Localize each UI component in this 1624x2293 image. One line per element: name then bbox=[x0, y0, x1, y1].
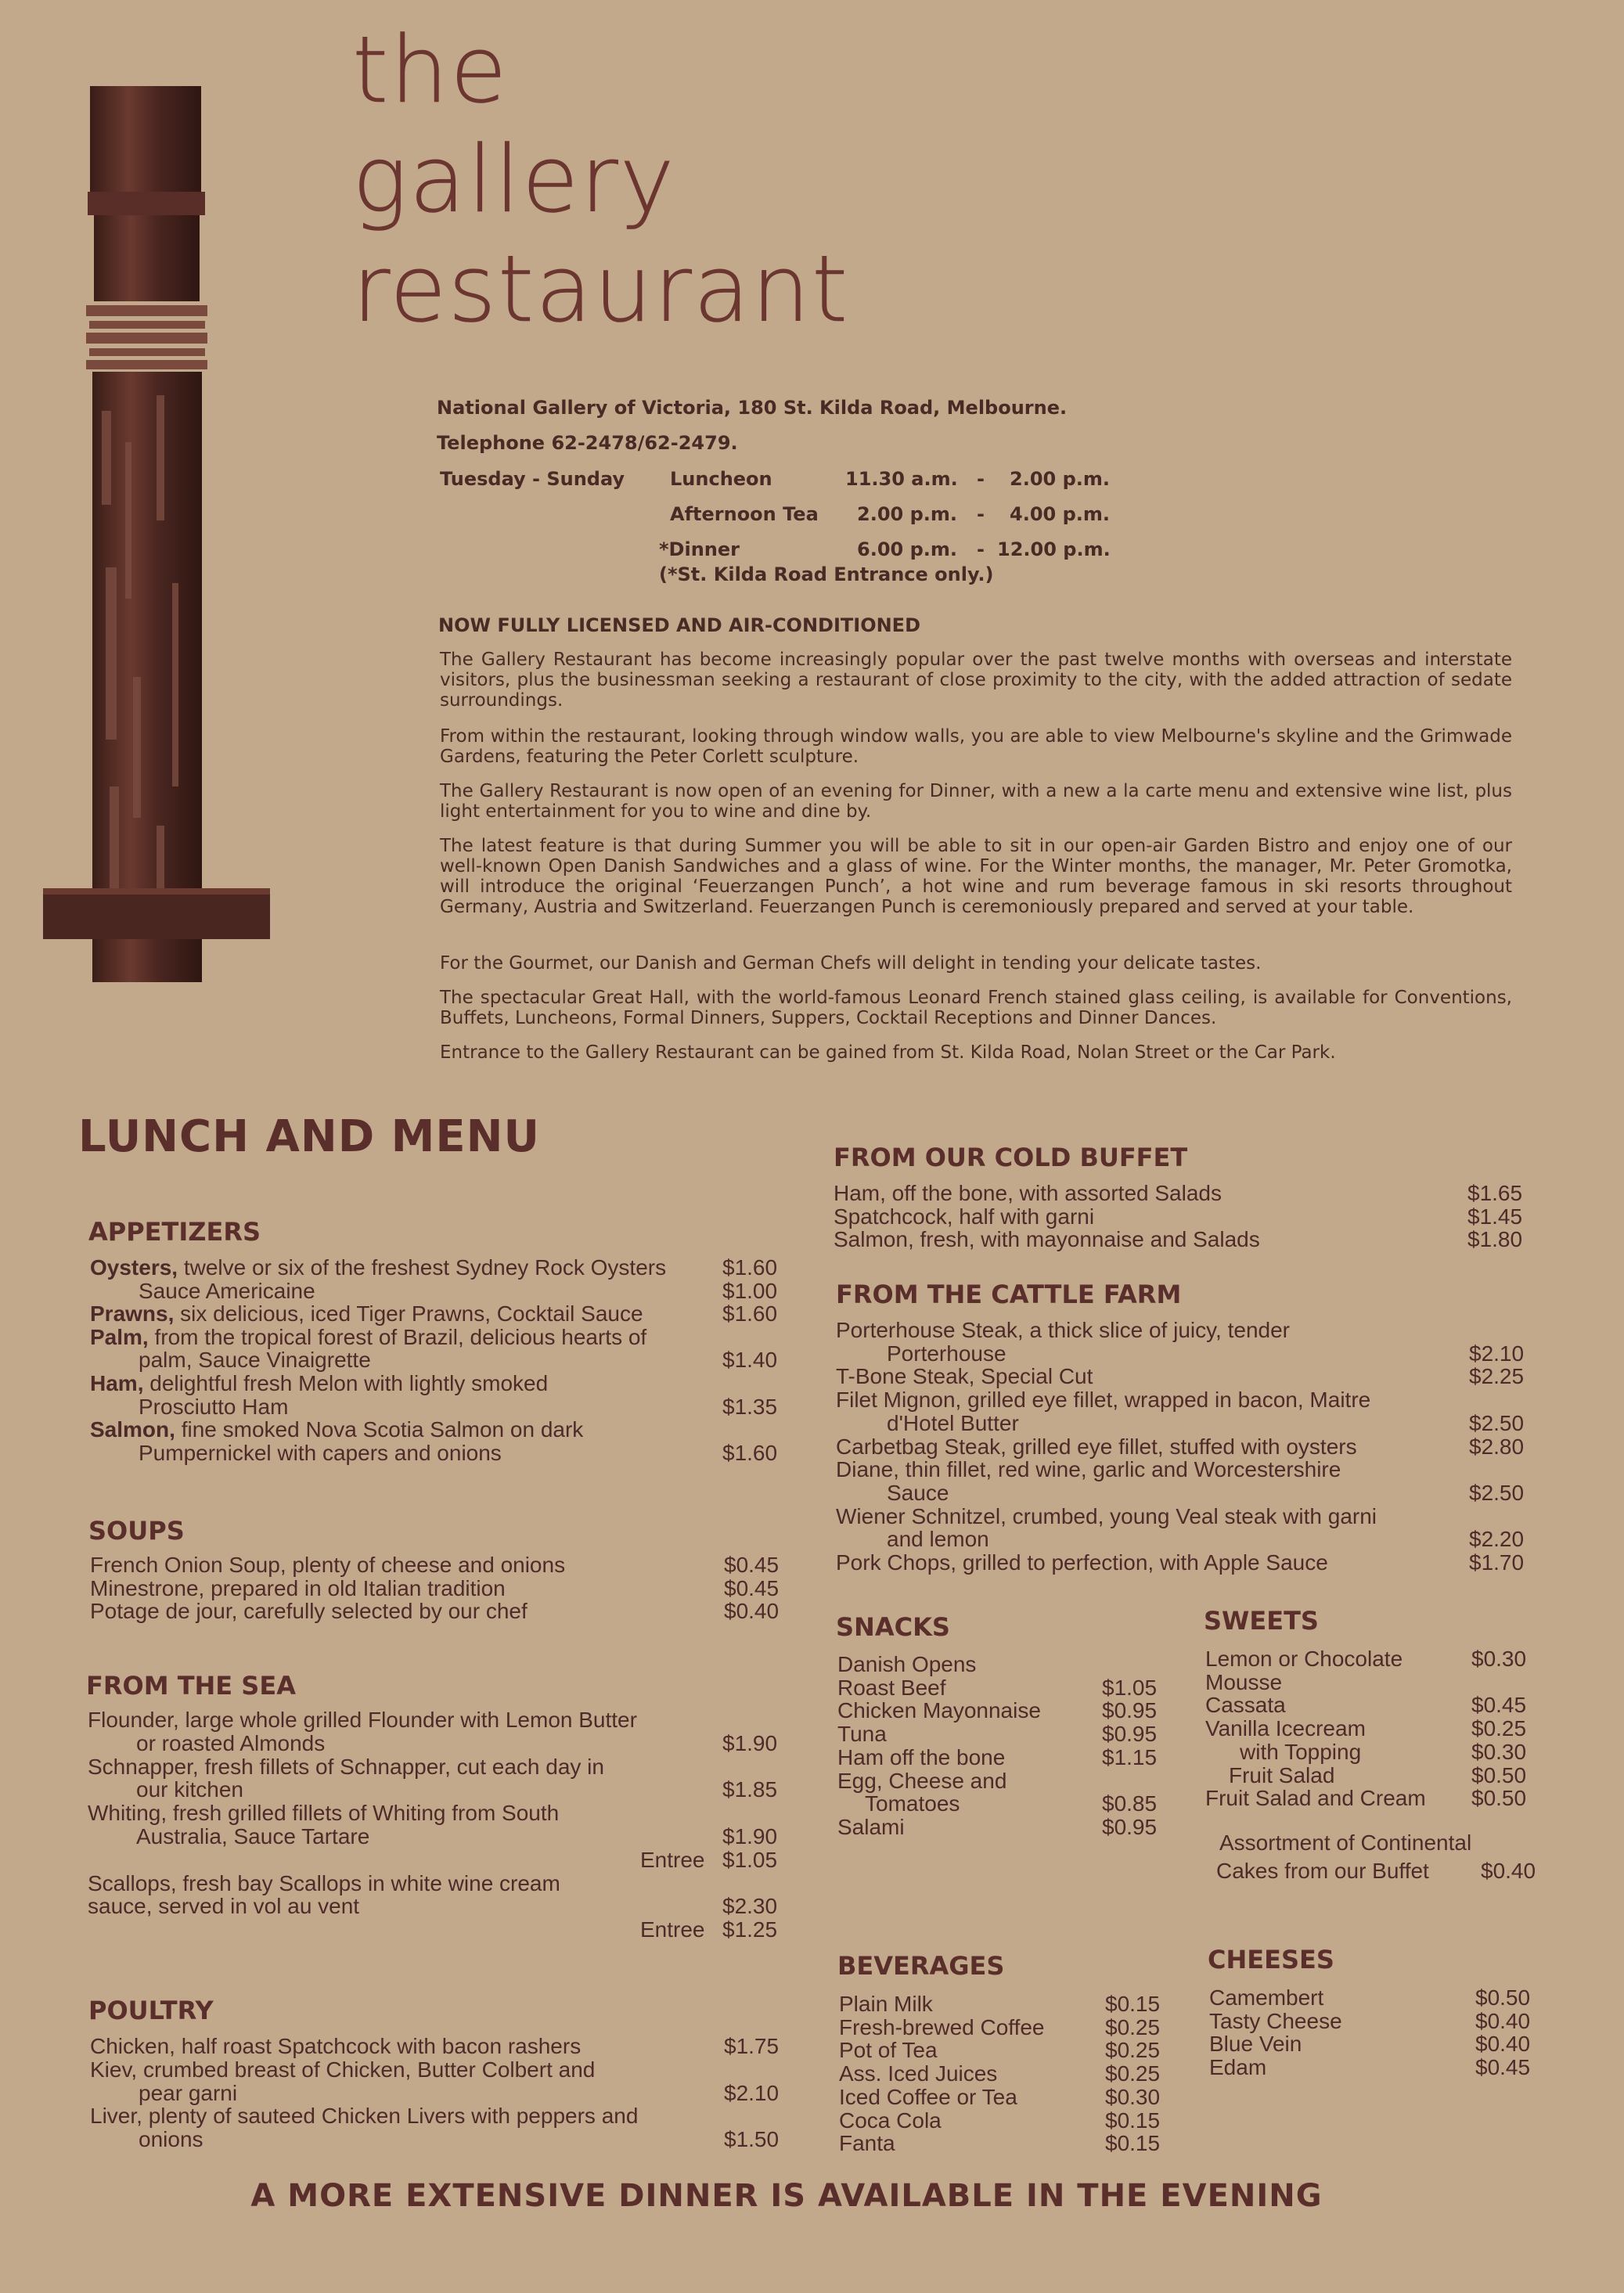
menu-item-description: Vanilla Icecream bbox=[1205, 1716, 1366, 1741]
menu-item bbox=[839, 2062, 997, 2086]
menu-item bbox=[887, 1528, 989, 1551]
menu-item-price: $2.30 bbox=[722, 1894, 778, 1919]
menu-item bbox=[88, 1708, 637, 1732]
menu-item-price: $1.65 bbox=[1467, 1181, 1523, 1205]
menu-item bbox=[837, 1653, 976, 1676]
menu-item bbox=[1209, 1986, 1323, 2010]
menu-item-price: $1.05 bbox=[722, 1847, 778, 1872]
menu-item-description: Chicken, half roast Spatchcock with bacon rashers bbox=[90, 2034, 582, 2058]
menu-item bbox=[839, 2039, 938, 2062]
menu-item-description: delightful fresh Melon with lightly smoked bbox=[143, 1371, 549, 1395]
menu-item-description: Ham off the bone bbox=[837, 1744, 1006, 1769]
menu-item-description: Fresh-brewed Coffee bbox=[839, 2014, 1045, 2039]
menu-item bbox=[1209, 2032, 1302, 2056]
menu-item-description: Australia, Sauce Tartare bbox=[136, 1824, 370, 1848]
menu-item-price: $1.50 bbox=[724, 2127, 780, 2152]
menu-item-name: Oysters, bbox=[90, 1255, 178, 1280]
menu-item bbox=[837, 1769, 1006, 1793]
menu-item-description: Fruit Salad bbox=[1229, 1762, 1335, 1787]
menu-item-name: Salmon, bbox=[90, 1417, 175, 1442]
title-the: the bbox=[352, 16, 509, 124]
menu-item bbox=[834, 1205, 1094, 1229]
menu-item-description: Porterhouse Steak, a thick slice of juicy, tender bbox=[836, 1318, 1290, 1342]
hours-from: 11.30 a.m. bbox=[845, 468, 958, 490]
menu-item-description: Fruit Salad and Cream bbox=[1205, 1786, 1426, 1811]
hours-from: 6.00 p.m. bbox=[857, 538, 957, 560]
menu-item bbox=[834, 1228, 1260, 1251]
menu-item-price: $0.15 bbox=[1105, 2108, 1161, 2133]
menu-item bbox=[839, 2086, 1017, 2109]
hours-dash: - bbox=[977, 538, 985, 560]
hours-to: 12.00 p.m. bbox=[997, 538, 1111, 560]
menu-item-description: Porterhouse bbox=[887, 1341, 1006, 1366]
menu-item bbox=[1205, 1647, 1403, 1671]
menu-item bbox=[139, 1395, 288, 1419]
menu-item bbox=[139, 2082, 237, 2105]
menu-item-description: Pot of Tea bbox=[839, 2038, 938, 2063]
menu-item-price: $0.95 bbox=[1102, 1722, 1158, 1747]
menu-item bbox=[88, 1895, 359, 1918]
menu-item-description: six delicious, iced Tiger Prawns, Cocktail Sauce bbox=[174, 1301, 643, 1326]
menu-item bbox=[836, 1435, 1357, 1459]
menu-item-description: Wiener Schnitzel, crumbed, young Veal steak with garni bbox=[836, 1503, 1377, 1528]
menu-item-description: Pumpernickel with capers and onions bbox=[139, 1440, 502, 1465]
menu-item bbox=[136, 1825, 369, 1848]
menu-item-price: $1.35 bbox=[722, 1394, 778, 1419]
menu-item-description: Carbetbag Steak, grilled eye fillet, stuffed with oysters bbox=[836, 1434, 1357, 1459]
menu-item bbox=[1205, 1717, 1366, 1740]
assortment-price: $0.40 bbox=[1481, 1859, 1536, 1883]
menu-item-description: Potage de jour, carefully selected by our chef bbox=[90, 1599, 528, 1624]
menu-item-description: Entree bbox=[640, 1917, 705, 1942]
menu-item-description: Cassata bbox=[1205, 1693, 1286, 1718]
menu-item-price: $1.90 bbox=[722, 1730, 778, 1755]
menu-item bbox=[90, 1553, 565, 1577]
menu-item bbox=[90, 1326, 646, 1349]
menu-item-description: Minestrone, prepared in old Italian tradition bbox=[90, 1575, 506, 1600]
menu-item-description: Diane, thin fillet, red wine, garlic and Worcestershire bbox=[836, 1457, 1341, 1482]
assortment-line-2: Cakes from our Buffet bbox=[1216, 1859, 1429, 1883]
menu-item-description: Pork Chops, grilled to perfection, with Apple Sauce bbox=[836, 1550, 1328, 1575]
menu-item bbox=[837, 1676, 946, 1700]
menu-item-description: Flounder, large whole grilled Flounder with Lemon Butter bbox=[88, 1708, 637, 1732]
menu-item-price: $0.50 bbox=[1471, 1762, 1527, 1787]
menu-item bbox=[88, 1802, 559, 1825]
menu-item bbox=[90, 1256, 666, 1280]
menu-item-price: $2.10 bbox=[724, 2080, 780, 2105]
menu-item bbox=[640, 1918, 705, 1942]
menu-item bbox=[139, 1348, 371, 1372]
poultry-heading: POULTRY bbox=[88, 1996, 214, 2025]
hours-meal: *Dinner bbox=[659, 538, 740, 560]
menu-item bbox=[90, 1577, 506, 1600]
menu-item bbox=[1209, 2010, 1342, 2033]
menu-item-price: $0.25 bbox=[1105, 2014, 1161, 2039]
menu-item bbox=[836, 1458, 1341, 1481]
menu-item-description: French Onion Soup, plenty of cheese and onions bbox=[90, 1553, 566, 1577]
paragraph: For the Gourmet, our Danish and German Chefs will delight in tending your delicate tastes. bbox=[440, 953, 1262, 974]
menu-item-description: or roasted Almonds bbox=[136, 1730, 326, 1755]
menu-item bbox=[839, 1992, 933, 2016]
menu-item bbox=[839, 2132, 895, 2155]
menu-item-description: Filet Mignon, grilled eye fillet, wrapped in bacon, Maitre bbox=[836, 1388, 1371, 1413]
menu-item-description: Ass. Iced Juices bbox=[839, 2061, 998, 2086]
menu-item-price: $0.15 bbox=[1105, 1992, 1161, 2016]
menu-item bbox=[839, 2109, 942, 2133]
menu-item-price: $1.45 bbox=[1467, 1204, 1523, 1229]
menu-item-description: Tomatoes bbox=[865, 1791, 960, 1816]
menu-item-description: Spatchcock, half with garni bbox=[834, 1204, 1095, 1229]
menu-item-description: Liver, plenty of sauteed Chicken Livers with peppers and bbox=[90, 2104, 639, 2129]
hours-from: 2.00 p.m. bbox=[857, 503, 957, 525]
menu-item bbox=[836, 1319, 1290, 1342]
menu-item bbox=[837, 1746, 1005, 1769]
menu-item-price: $0.40 bbox=[1475, 2008, 1531, 2033]
menu-item bbox=[836, 1551, 1328, 1575]
menu-item bbox=[90, 1600, 528, 1623]
hours-to: 2.00 p.m. bbox=[1010, 468, 1110, 490]
menu-item-description: Danish Opens bbox=[837, 1652, 977, 1676]
menu-item-price: $0.50 bbox=[1471, 1786, 1527, 1811]
menu-item bbox=[90, 2058, 595, 2082]
menu-item-price: $0.45 bbox=[724, 1553, 780, 1577]
menu-item-price: $0.30 bbox=[1471, 1739, 1527, 1764]
hours-meal: Luncheon bbox=[670, 468, 772, 490]
soups-heading: SOUPS bbox=[88, 1516, 185, 1546]
sweets-heading: SWEETS bbox=[1204, 1606, 1319, 1636]
menu-item-price: $0.30 bbox=[1471, 1647, 1527, 1671]
menu-item-description: Whiting, fresh grilled fillets of Whiting from South bbox=[88, 1801, 560, 1826]
menu-item bbox=[837, 1816, 905, 1839]
menu-item-price: $0.45 bbox=[724, 1575, 780, 1600]
paragraph: Entrance to the Gallery Restaurant can be gained from St. Kilda Road, Nolan Street or the Car Park. bbox=[440, 1042, 1336, 1063]
menu-item bbox=[1229, 1764, 1334, 1787]
menu-item-price: $0.95 bbox=[1102, 1698, 1158, 1723]
menu-item-price: $2.80 bbox=[1469, 1434, 1525, 1459]
menu-item-price: $2.50 bbox=[1469, 1480, 1525, 1505]
menu-item-description: fine smoked Nova Scotia Salmon on dark bbox=[175, 1417, 584, 1442]
menu-item-price: $0.85 bbox=[1102, 1791, 1158, 1816]
menu-item-price: $0.15 bbox=[1105, 2131, 1161, 2156]
menu-item bbox=[836, 1505, 1377, 1528]
menu-item-description: Camembert bbox=[1209, 1985, 1324, 2010]
menu-item-description: Fanta bbox=[839, 2131, 895, 2156]
menu-item-description: Tuna bbox=[837, 1722, 887, 1747]
menu-item-name: Ham, bbox=[90, 1371, 144, 1395]
menu-item bbox=[1205, 1671, 1282, 1694]
menu-item bbox=[865, 1792, 960, 1816]
menu-item-description: Ham, off the bone, with assorted Salads bbox=[834, 1181, 1222, 1205]
menu-item bbox=[1240, 1740, 1361, 1764]
menu-item-description: Mousse bbox=[1205, 1669, 1283, 1694]
menu-item-description: Edam bbox=[1209, 2055, 1267, 2080]
menu-title: LUNCH AND MENU bbox=[78, 1111, 540, 1162]
menu-item-price: $0.40 bbox=[724, 1599, 780, 1624]
menu-item-price: $1.40 bbox=[722, 1348, 778, 1373]
menu-item-description: pear garni bbox=[139, 2080, 238, 2105]
menu-item bbox=[1205, 1694, 1286, 1717]
menu-item-price: $1.80 bbox=[1467, 1227, 1523, 1251]
menu-item bbox=[837, 1699, 1041, 1722]
menu-item-description: sauce, served in vol au vent bbox=[88, 1894, 360, 1919]
menu-item-description: Roast Beef bbox=[837, 1675, 946, 1700]
paragraph: The spectacular Great Hall, with the world-famous Leonard French stained glass ceiling, is available for Conventions, Buffets, Luncheons, Formal Dinners, Suppers, Cocktail Receptions and Dinner Dances. bbox=[440, 988, 1512, 1028]
menu-item-price: $1.90 bbox=[722, 1824, 778, 1848]
paragraph: The latest feature is that during Summer you will be able to sit in our open-air Garden Bistro and enjoy one of our well-known Open Danish Sandwiches and a glass of wine. For the Winter months, the manager, Mr. Peter Gromotka, will introduce the original ‘Feuerzangen Punch’, a hot wine and rum beverage famous in ski resorts throughout Germany, Austria and Switzerland. Feuerzangen Punch is ceremoniously prepared and served at your table. bbox=[440, 836, 1512, 917]
assortment-line-1: Assortment of Continental bbox=[1219, 1830, 1472, 1855]
menu-item-price: $0.45 bbox=[1475, 2055, 1531, 2080]
menu-item-description: Sauce Americaine bbox=[139, 1278, 315, 1303]
hours-note: (*St. Kilda Road Entrance only.) bbox=[659, 563, 994, 585]
footer-note: A MORE EXTENSIVE DINNER IS AVAILABLE IN THE EVENING bbox=[250, 2178, 1323, 2214]
menu-item-description: Entree bbox=[640, 1847, 705, 1872]
menu-item-description: onions bbox=[139, 2127, 203, 2152]
sea-heading: FROM THE SEA bbox=[86, 1671, 296, 1701]
menu-item-price: $1.70 bbox=[1469, 1550, 1525, 1575]
menu-item-description: T-Bone Steak, Special Cut bbox=[836, 1364, 1093, 1389]
menu-item-name: Palm, bbox=[90, 1324, 149, 1349]
menu-item-description: Coca Cola bbox=[839, 2108, 942, 2133]
menu-item bbox=[136, 1732, 325, 1755]
menu-item bbox=[1205, 1787, 1426, 1810]
menu-item bbox=[136, 1778, 243, 1802]
cold-buffet-heading: FROM OUR COLD BUFFET bbox=[834, 1143, 1188, 1172]
menu-item bbox=[839, 2016, 1045, 2039]
menu-item bbox=[90, 1302, 643, 1326]
menu-item bbox=[88, 1755, 604, 1779]
menu-item-price: $1.00 bbox=[722, 1278, 778, 1303]
menu-item-description: Tasty Cheese bbox=[1209, 2008, 1342, 2033]
snacks-heading: SNACKS bbox=[836, 1612, 950, 1642]
menu-item bbox=[1209, 2056, 1266, 2079]
menu-item bbox=[837, 1722, 887, 1746]
paragraph: The Gallery Restaurant is now open of an evening for Dinner, with a new a la carte menu and extensive wine list, plus light entertainment for you to wine and dine by. bbox=[440, 781, 1512, 822]
paragraph: The Gallery Restaurant has become increasingly popular over the past twelve months with overseas and interstate visitors, plus the businessman seeking a restaurant of close proximity to the city, with the added attraction of sedate surroundings. bbox=[440, 650, 1512, 711]
menu-item bbox=[90, 2035, 581, 2058]
menu-item-price: $0.25 bbox=[1105, 2061, 1161, 2086]
menu-item-description: with Topping bbox=[1240, 1739, 1362, 1764]
menu-item bbox=[88, 1872, 560, 1895]
cheeses-heading: CHEESES bbox=[1208, 1945, 1334, 1974]
title-gallery: gallery bbox=[352, 125, 676, 233]
menu-item bbox=[836, 1388, 1370, 1412]
menu-item-price: $1.85 bbox=[722, 1777, 778, 1802]
menu-item-price: $1.60 bbox=[722, 1440, 778, 1465]
hours-dash: - bbox=[977, 503, 985, 525]
menu-item-description: Salmon, fresh, with mayonnaise and Salads bbox=[834, 1227, 1260, 1251]
menu-item bbox=[139, 1442, 502, 1465]
menu-item-price: $1.25 bbox=[722, 1917, 778, 1942]
menu-item-description: d'Hotel Butter bbox=[887, 1410, 1019, 1435]
menu-item-description: Sauce bbox=[887, 1480, 949, 1505]
menu-item-description: Prosciutto Ham bbox=[139, 1394, 289, 1419]
menu-item-price: $0.50 bbox=[1475, 1985, 1531, 2010]
menu-item-price: $0.25 bbox=[1471, 1716, 1527, 1741]
menu-item-price: $1.60 bbox=[722, 1301, 778, 1326]
menu-item-description: Lemon or Chocolate bbox=[1205, 1647, 1403, 1671]
menu-item-description: Blue Vein bbox=[1209, 2032, 1302, 2057]
menu-item-price: $1.60 bbox=[722, 1255, 778, 1280]
menu-item-price: $0.40 bbox=[1475, 2032, 1531, 2057]
menu-item-price: $2.50 bbox=[1469, 1410, 1525, 1435]
menu-item-name: Prawns, bbox=[90, 1301, 175, 1326]
menu-item bbox=[139, 2128, 203, 2151]
menu-item-price: $0.95 bbox=[1102, 1814, 1158, 1839]
telephone: Telephone 62-2478/62-2479. bbox=[437, 432, 738, 454]
menu-item-description: Iced Coffee or Tea bbox=[839, 2084, 1017, 2109]
menu-item bbox=[887, 1412, 1019, 1435]
menu-item bbox=[834, 1182, 1222, 1205]
menu-item-price: $2.25 bbox=[1469, 1364, 1525, 1389]
menu-item bbox=[90, 2104, 638, 2128]
menu-item bbox=[836, 1365, 1093, 1388]
menu-item-price: $0.25 bbox=[1105, 2038, 1161, 2063]
menu-item-price: $1.75 bbox=[724, 2034, 780, 2058]
hours-to: 4.00 p.m. bbox=[1010, 503, 1110, 525]
hours-meal: Afternoon Tea bbox=[670, 503, 819, 525]
menu-item-price: $1.05 bbox=[1102, 1675, 1158, 1700]
appetizers-heading: APPETIZERS bbox=[88, 1217, 261, 1247]
menu-item-price: $1.15 bbox=[1102, 1744, 1158, 1769]
menu-item bbox=[139, 1280, 315, 1303]
menu-item-description: Egg, Cheese and bbox=[837, 1768, 1007, 1793]
menu-item bbox=[887, 1481, 949, 1505]
beverages-heading: BEVERAGES bbox=[837, 1951, 1005, 1981]
menu-item-description: Chicken Mayonnaise bbox=[837, 1698, 1041, 1723]
menu-item-description: and lemon bbox=[887, 1527, 989, 1552]
menu-item-description: from the tropical forest of Brazil, delicious hearts of bbox=[148, 1324, 647, 1349]
menu-item-description: Kiev, crumbed breast of Chicken, Butter Colbert and bbox=[90, 2057, 596, 2082]
address: National Gallery of Victoria, 180 St. Kilda Road, Melbourne. bbox=[437, 397, 1068, 419]
menu-item-price: $2.20 bbox=[1469, 1527, 1525, 1552]
menu-item-description: twelve or six of the freshest Sydney Rock Oysters bbox=[178, 1255, 667, 1280]
hours-days: Tuesday - Sunday bbox=[440, 468, 625, 490]
menu-item-description: palm, Sauce Vinaigrette bbox=[139, 1348, 371, 1373]
menu-item-description: Salami bbox=[837, 1814, 905, 1839]
menu-item-description: Schnapper, fresh fillets of Schnapper, cut each day in bbox=[88, 1754, 604, 1779]
cattle-heading: FROM THE CATTLE FARM bbox=[836, 1280, 1182, 1309]
menu-item bbox=[887, 1342, 1006, 1366]
hours-dash: - bbox=[977, 468, 985, 490]
menu-item-description: our kitchen bbox=[136, 1777, 243, 1802]
menu-item-description: Scallops, fresh bay Scallops in white wine cream bbox=[88, 1870, 560, 1895]
menu-item bbox=[640, 1848, 705, 1872]
menu-item bbox=[90, 1418, 583, 1442]
title-restaurant: restaurant bbox=[352, 235, 850, 343]
licensed-note: NOW FULLY LICENSED AND AIR-CONDITIONED bbox=[438, 614, 920, 636]
menu-item-price: $0.30 bbox=[1105, 2084, 1161, 2109]
carved-column-photo bbox=[39, 82, 274, 982]
menu-item-description: Plain Milk bbox=[839, 1992, 933, 2016]
paragraph: From within the restaurant, looking through window walls, you are able to view Melbourne's skyline and the Grimwade Gardens, featuring the Peter Corlett sculpture. bbox=[440, 726, 1512, 767]
menu-item-price: $0.45 bbox=[1471, 1693, 1527, 1718]
menu-item bbox=[90, 1372, 548, 1395]
menu-item-price: $2.10 bbox=[1469, 1341, 1525, 1366]
